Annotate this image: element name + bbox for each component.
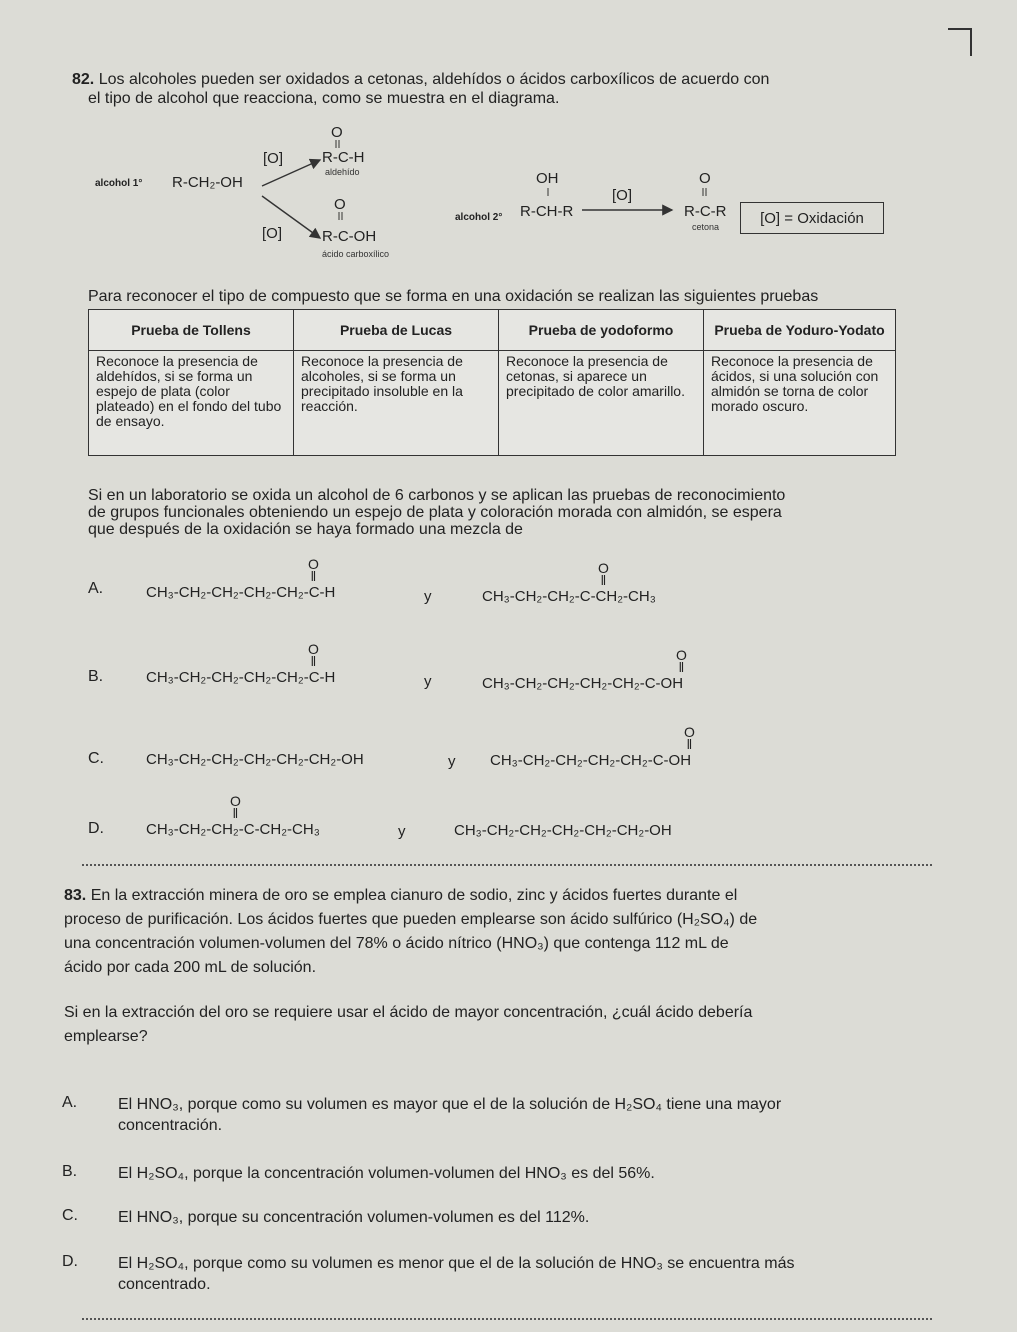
answer-a-text[interactable]: El HNO₃, porque como su volumen es mayor que el de la solución de H₂SO₄ tiene una mayor concentración. <box>118 1096 782 1134</box>
q82-intro-line2: el tipo de alcohol que reacciona, como se muestra en el diagrama. <box>88 90 560 107</box>
cell-tollens: Reconoce la presencia de aldehídos, si se forma un espejo de plata (color plateado) en el fondo del tubo de ensayo. <box>89 351 294 456</box>
header-lucas: Prueba de Lucas <box>294 310 499 351</box>
q83-line3: una concentración volumen-volumen del 78% o ácido nítrico (HNO₃) que contenga 112 mL de <box>64 935 729 952</box>
secondary-alcohol-formula: R-CH-R <box>520 203 574 220</box>
option-d-left-formula: CH₃-CH₂-CH₂-C-CH₂-CH₃ <box>146 821 320 838</box>
option-d-right-formula: CH₃-CH₂-CH₂-CH₂-CH₂-CH₂-OH <box>454 822 672 839</box>
answer-b-text[interactable]: El H₂SO₄, porque la concentración volumen-volumen del HNO₃ es del 56%. <box>118 1165 655 1182</box>
option-c-left-formula: CH₃-CH₂-CH₂-CH₂-CH₂-CH₂-OH <box>146 751 364 768</box>
q82-intro-line1: 82. Los alcoholes pueden ser oxidados a cetonas, aldehídos o ácidos carboxílicos de acuerdo con <box>72 71 770 88</box>
answer-d-label[interactable]: D. <box>62 1253 78 1270</box>
oxidation-bottom: [O] <box>262 225 283 242</box>
answer-c-text[interactable]: El HNO₃, porque su concentración volumen-volumen es del 112%. <box>118 1209 590 1226</box>
answer-b-label[interactable]: B. <box>62 1163 78 1180</box>
option-b-right-carbonyl: O ‖ <box>676 647 687 675</box>
option-a-label[interactable]: A. <box>88 580 104 597</box>
separator-q82-q83 <box>82 864 932 866</box>
acid-formula: R-C-OH <box>322 228 377 245</box>
header-yodoformo: Prueba de yodoformo <box>499 310 704 351</box>
option-a-right-carbonyl: O ‖ <box>598 560 609 588</box>
q82-question-line3: que después de la oxidación se haya formado una mezcla de <box>88 521 523 538</box>
tests-header-row <box>89 310 896 351</box>
q83-number: 83. <box>64 887 87 904</box>
option-b-label[interactable]: B. <box>88 668 104 685</box>
oxidation-top: [O] <box>263 150 284 167</box>
header-tollens: Prueba de Tollens <box>89 310 294 351</box>
option-a-right-formula: CH₃-CH₂-CH₂-C-CH₂-CH₃ <box>482 588 656 605</box>
cell-yodoformo: Reconoce la presencia de cetonas, si aparece un precipitado de color amarillo. <box>499 351 704 456</box>
secondary-oh: OH <box>536 170 559 187</box>
aldehyde-formula: R-C-H <box>322 149 365 166</box>
tests-intro: Para reconocer el tipo de compuesto que se forma en una oxidación se realizan las siguientes pruebas <box>88 288 819 305</box>
option-b-connector: y <box>424 673 432 690</box>
acid-name: ácido carboxílico <box>322 249 390 259</box>
tests-table <box>88 309 896 456</box>
option-c-label[interactable]: C. <box>88 750 104 767</box>
option-c-right-carbonyl: O ‖ <box>684 724 695 752</box>
q82-question-line2: de grupos funcionales obteniendo un espejo de plata y coloración morada con almidón, se espera <box>88 504 782 521</box>
aldehyde-name: aldehído <box>325 167 360 177</box>
secondary-alcohol-label: alcohol 2° <box>455 212 503 223</box>
ketone-formula: R-C-R <box>684 203 727 220</box>
tests-body-row <box>89 351 896 456</box>
aldehyde-oxygen: O <box>331 124 343 141</box>
option-c-right-formula: CH₃-CH₂-CH₂-CH₂-CH₂-C-OH <box>490 752 692 769</box>
cell-lucas: Reconoce la presencia de alcoholes, si se forma un precipitado insoluble en la reacción. <box>294 351 499 456</box>
q82-number: 82. <box>72 71 95 88</box>
option-b-left-carbonyl: O ‖ <box>308 641 319 669</box>
q83-line2: proceso de purificación. Los ácidos fuertes que pueden emplearse son ácido sulfúrico (H₂SO₄) de <box>64 911 758 928</box>
q83-line4: ácido por cada 200 mL de solución. <box>64 959 317 976</box>
ketone-name: cetona <box>692 222 720 232</box>
answer-d-text[interactable]: El H₂SO₄, porque como su volumen es menor que el de la solución de HNO₃ se encuentra más concentrado. <box>118 1255 795 1293</box>
option-d-connector: y <box>398 823 406 840</box>
header-yoduro-yodato: Prueba de Yoduro-Yodato <box>704 310 896 351</box>
option-a-left-carbonyl: O ‖ <box>308 556 319 584</box>
answer-c-label[interactable]: C. <box>62 1207 78 1224</box>
option-c-connector: y <box>448 753 456 770</box>
primary-alcohol-label: alcohol 1° <box>95 178 143 189</box>
ketone-oxygen: O <box>699 170 711 187</box>
option-d-label[interactable]: D. <box>88 820 104 837</box>
q83-line1: 83. En la extracción minera de oro se emplea cianuro de sodio, zinc y ácidos fuertes durante el <box>64 887 738 904</box>
q83-question-line1: Si en la extracción del oro se requiere usar el ácido de mayor concentración, ¿cuál ácido debería <box>64 1004 753 1021</box>
option-a-left-formula: CH₃-CH₂-CH₂-CH₂-CH₂-C-H <box>146 584 336 601</box>
option-b-left-formula: CH₃-CH₂-CH₂-CH₂-CH₂-C-H <box>146 669 336 686</box>
bottom-separator <box>82 1318 932 1320</box>
answer-a-label[interactable]: A. <box>62 1094 78 1111</box>
reaction-arrows <box>0 0 1017 300</box>
q82-question-line1: Si en un laboratorio se oxida un alcohol de 6 carbonos y se aplican las pruebas de reconocimiento <box>88 487 786 504</box>
primary-alcohol-formula: R-CH₂-OH <box>172 174 243 191</box>
option-a-connector: y <box>424 588 432 605</box>
oxidation-mid: [O] <box>612 187 633 204</box>
option-d-left-carbonyl: O ‖ <box>230 793 241 821</box>
cell-yoduro-yodato: Reconoce la presencia de ácidos, si una solución con almidón se torna de color morado oscuro. <box>704 351 896 456</box>
acid-oxygen: O <box>334 196 346 213</box>
oxidation-legend: [O] = Oxidación <box>740 202 884 234</box>
option-b-right-formula: CH₃-CH₂-CH₂-CH₂-CH₂-C-OH <box>482 675 684 692</box>
q83-question-line2: emplearse? <box>64 1028 148 1045</box>
